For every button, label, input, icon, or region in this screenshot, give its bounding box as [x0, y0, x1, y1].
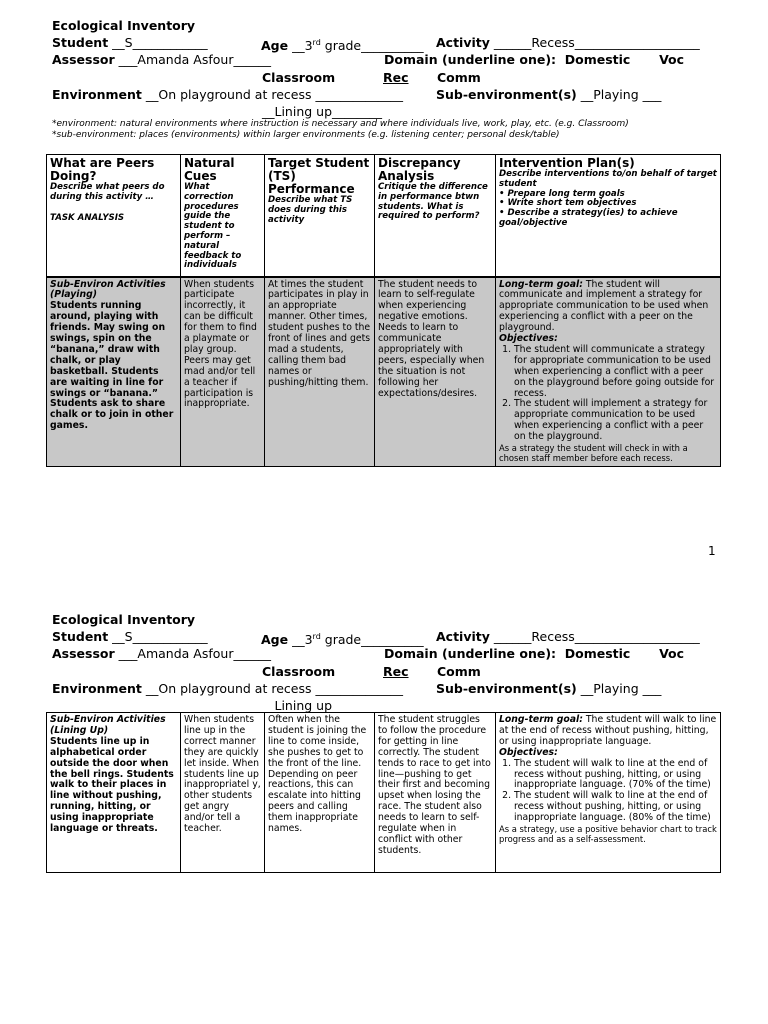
student-label: Student: [52, 629, 109, 644]
environment-note: *environment: natural environments where instruction is necessary and where individuals live, work, play, etc. (e.g. Classroom): [52, 119, 629, 129]
table-row-lining-up: [47, 713, 721, 873]
inventory-section-1: [50, 18, 722, 464]
domain-voc: Voc: [659, 646, 685, 661]
age-label: Age: [261, 632, 289, 648]
environment-value: __On playground at recess ______________: [145, 87, 403, 102]
activity-label: Activity: [436, 35, 490, 50]
domain-classroom: Classroom: [262, 70, 336, 85]
form-title: Ecological Inventory: [52, 18, 196, 33]
environment-label: Environment: [52, 681, 142, 696]
cell-discrepancy: The student struggles to follow the procedure for getting in line correctly. The student tends to race to get into line—pushing to get their first and becoming upset when losing the race. The student also needs to learn to self-regulate when in conflict with other students.: [375, 713, 496, 873]
activity-label: Activity: [436, 629, 490, 644]
domain-domestic: Domestic: [564, 646, 631, 661]
age-value: __3rd grade__________: [292, 632, 424, 648]
domain-comm: Comm: [437, 664, 481, 679]
subenv-value-2: __Lining up________: [262, 104, 383, 119]
activity-value: ______Recess____________________: [493, 629, 700, 644]
objective-item: 1. The student will walk to line at the end of recess without pushing, hitting, or using inappropriate language. (70% of the time): [514, 759, 717, 792]
subenv-label: Sub-environment(s): [436, 681, 577, 696]
objective-item: 2. The student will walk to line at the end of recess without pushing, hitting, or using inappropriate language. (80% of the time): [514, 791, 717, 824]
subenv-value: __Playing ___: [580, 87, 662, 102]
age-label: Age: [261, 38, 289, 54]
strategy-note: As a strategy, use a positive behavior chart to track progress and as a self-assessment.: [499, 824, 717, 845]
assessor-value: ___Amanda Asfour______: [118, 52, 271, 67]
page-number: 1: [708, 544, 716, 558]
age-value: __3rd grade__________: [292, 38, 424, 54]
objective-item: 1. The student will communicate a strategy for appropriate communication to be used when experiencing a conflict with a peer on the playground before going outside for recess.: [514, 345, 717, 400]
bullet-list: • Prepare long term goals • Write short tem objectives • Describe a strategy(ies) to achieve goal/objective: [499, 188, 678, 228]
cell-peers: Sub-Environ Activities (Playing) Students running around, playing with friends. May swing on swings, spin on the “banana,” draw with chalk, or play basketball. Students are waiting in line for swings or “banana.” Students ask to share chalk or to join in other games.: [47, 277, 181, 467]
subenv-value: __Playing ___: [580, 681, 662, 696]
header-intervention: Intervention Plan(s) Describe interventions to/on behalf of target student • Prepare long term goals • Write short tem objectives • Describe a strategy(ies) to achieve goal/objective: [496, 155, 721, 277]
domain-rec: Rec: [383, 70, 409, 85]
header-cues: Natural Cues What correction procedures guide the student to perform – natural feedback to individuals: [181, 155, 265, 277]
cell-performance: Often when the student is joining the line to come inside, she pushes to get to the front of the line. Depending on peer reactions, this can escalate into hitting peers and calling them inappropriate names.: [265, 713, 375, 873]
table-row-playing: [47, 277, 721, 467]
environment-label: Environment: [52, 87, 142, 102]
cell-intervention: Long-term goal: The student will walk to line at the end of recess without pushing, hitting, or using inappropriate language. Objectives: 1. The student will walk to line at the end of recess without pushing, hitting, or using inappropriate language. (70% of the time) 2. The student will walk to line at the end of recess without pushing, hitting, or using inappropriate language. (80% of the time) As a strategy, use a positive behavior chart to track progress and as a self-assessment.: [496, 713, 721, 873]
student-label: Student: [52, 35, 109, 50]
inventory-table-2: [46, 712, 721, 873]
cell-intervention: Long-term goal: The student will communicate and implement a strategy for appropriate communication to be used when experiencing a conflict with a peer on the playground. Objectives: 1. The student will communicate a strategy for appropriate communication to be used when experiencing a conflict with a peer on the playground before going outside for recess. 2. The student will implement a strategy for appropriate communication to be used when experiencing a conflict with a peer on the playground. As a strategy the student will check in with a chosen staff member before each recess.: [496, 277, 721, 467]
header-peers: What are Peers Doing? Describe what peers do during this activity … TASK ANALYSIS: [47, 155, 181, 277]
inventory-table-1: [46, 154, 721, 467]
cell-cues: When students participate incorrectly, it can be difficult for them to find a playmate or play group. Peers may get mad and/or tell a teacher if participation is inappropriate.: [181, 277, 265, 467]
student-value: __S____________: [112, 629, 208, 644]
domain-label: Domain (underline one):: [384, 52, 557, 67]
assessor-label: Assessor: [52, 646, 115, 661]
inventory-section-2: [50, 612, 722, 856]
header-discrepancy: Discrepancy Analysis Critique the difference in performance btwn students. What is required to perform?: [375, 155, 496, 277]
cell-discrepancy: The student needs to learn to self-regulate when experiencing negative emotions. Needs to learn to communicate appropriately with peers, especially when the situation is not following her expectations/desires.: [375, 277, 496, 467]
strategy-note: As a strategy the student will check in with a chosen staff member before each recess.: [499, 443, 688, 464]
student-value: __S____________: [112, 35, 208, 50]
domain-classroom: Classroom: [262, 664, 336, 679]
activity-value: ______Recess____________________: [493, 35, 700, 50]
cell-peers: Sub-Environ Activities (Lining Up) Students line up in alphabetical order outside the door when the bell rings. Students walk to their places in line without pushing, running, hitting, or using inappropriate language or threats.: [47, 713, 181, 873]
domain-comm: Comm: [437, 70, 481, 85]
assessor-value: ___Amanda Asfour______: [118, 646, 271, 661]
form-header: [52, 612, 722, 712]
cell-performance: At times the student participates in play in an appropriate manner. Other times, student pushes to the front of lines and gets mad a students, calling them bad names or pushing/hitting them.: [265, 277, 375, 467]
domain-rec: Rec: [383, 664, 409, 679]
objective-item: 2. The student will implement a strategy for appropriate communication to be used when experiencing a conflict with a peer on the playground.: [514, 399, 717, 443]
domain-voc: Voc: [659, 52, 685, 67]
cell-cues: When students line up in the correct manner they are quickly let inside. When students line up inappropriatel y, other students get angry and/or tell a teacher.: [181, 713, 265, 873]
table-header-row: [47, 155, 721, 277]
domain-domestic: Domestic: [564, 52, 631, 67]
environment-value: __On playground at recess ______________: [145, 681, 403, 696]
subenv-label: Sub-environment(s): [436, 87, 577, 102]
form-title: Ecological Inventory: [52, 612, 196, 627]
assessor-label: Assessor: [52, 52, 115, 67]
subenv-value-2: __Lining up________: [262, 698, 383, 713]
domain-label: Domain (underline one):: [384, 646, 557, 661]
header-performance: Target Student (TS) Performance Describe what TS does during this activity: [265, 155, 375, 277]
subenvironment-note: *sub-environment: places (environments) within larger environments (e.g. listening center; personal desk/table): [52, 130, 560, 140]
form-header: [52, 18, 722, 118]
